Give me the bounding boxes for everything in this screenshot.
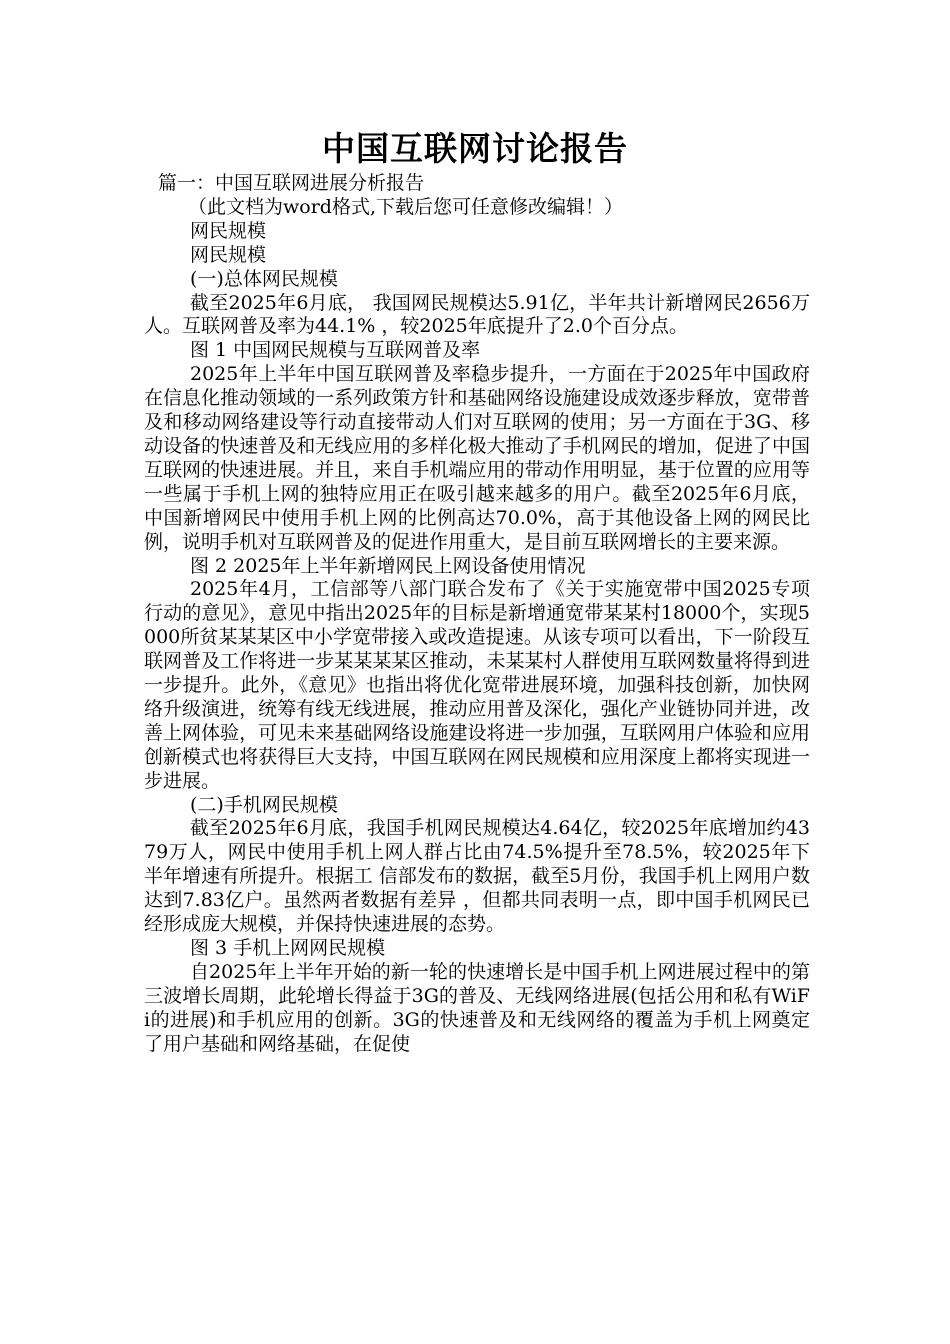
document-body	[144, 172, 810, 1057]
subheading-netizen-scale-repeat: 网民规模	[190, 243, 267, 266]
figure-caption-3: 图 3 手机上网网民规模	[190, 937, 386, 959]
figure-caption-2: 图 2 2025年上半年新增网民上网设备使用情况	[190, 554, 586, 577]
subheading-mobile-scale: (二)手机网民规模	[190, 793, 338, 816]
figure-caption-1: 图 1 中国网民规模与互联网普及率	[190, 339, 481, 362]
paragraph-mobile-growth: 自2025年上半年开始的新一轮的快速增长是中国手机上网进展过程中的第三波增长周期，此轮增长得益于3G的普及、无线网络进展(包括公用和私有WiFi的进展)和手机应用的创新。3G的快速普及和无线网络的覆盖为手机上网奠定了用户基础和网络基础，在促使	[144, 960, 810, 1055]
document-title: 中国互联网讨论报告	[322, 129, 628, 168]
editing-note: （此文档为word格式,下载后您可任意修改编辑！）	[188, 195, 623, 218]
paragraph-broadband-policy: 2025年4月，工信部等八部门联合发布了《关于实施宽带中国2025专项行动的意见》，意见中指出2025年的目标是新增通宽带某某村18000个，实现5000所贫某某某区中小学宽带接入或改造提速。从该专项可以看出，下一阶段互联网普及工作将进一步某某某某区推动，未某某村人群使用互联网数量将得到进一步提升。此外，《意见》也指出将优化宽带进展环境，加强科技创新，加快网络升级演进，统筹有线无线进展，推动应用普及深化，强化产业链协同并进，改善上网体验，可见未来基础网络设施建设将进一步加强，互联网用户体验和应用创新模式也将获得巨大支持，中国互联网在网民规模和应用深度上都将实现进一步进展。	[144, 578, 810, 792]
subheading-overall-scale: (一)总体网民规模	[190, 267, 338, 290]
subheading-netizen-scale: 网民规模	[190, 219, 267, 242]
paragraph-penetration-growth: 2025年上半年中国互联网普及率稳步提升，一方面在于2025年中国政府在信息化推动领域的一系列政策方针和基础网络设施建设成效逐步释放，宽带普及和移动网络建设等行动直接带动人们对互联网的使用；另一方面在于3G、移动设备的快速普及和无线应用的多样化极大推动了手机网民的增加，促进了中国互联网的快速进展。并且，来自手机端应用的带动作用明显，基于位置的应用等一些属于手机上网的独特应用正在吸引越来越多的用户。截至2025年6月底，中国新增网民中使用手机上网的比例高达70.0%，高于其他设备上网的网民比例，说明手机对互联网普及的促进作用重大，是目前互联网增长的主要来源。	[144, 363, 810, 553]
section-heading: 篇一：中国互联网进展分析报告	[158, 172, 425, 194]
paragraph-overall-scale: 截至2025年6月底， 我国网民规模达5.91亿，半年共计新增网民2656万人。互联网普及率为44.1% ，较2025年底提升了2.0个百分点。	[144, 291, 810, 338]
paragraph-mobile-scale: 截至2025年6月底，我国手机网民规模达4.64亿，较2025年底增加约4379万人，网民中使用手机上网人群占比由74.5%提升至78.5%，较2025年下半年增速有所提升。根据工 信部发布的数据，截至5月份，我国手机上网用户数达到7.83亿户。虽然两者数据有差异 ，但都共同表明一点，即中国手机网民已经形成庞大规模，并保持快速进展的态势。	[144, 817, 810, 936]
